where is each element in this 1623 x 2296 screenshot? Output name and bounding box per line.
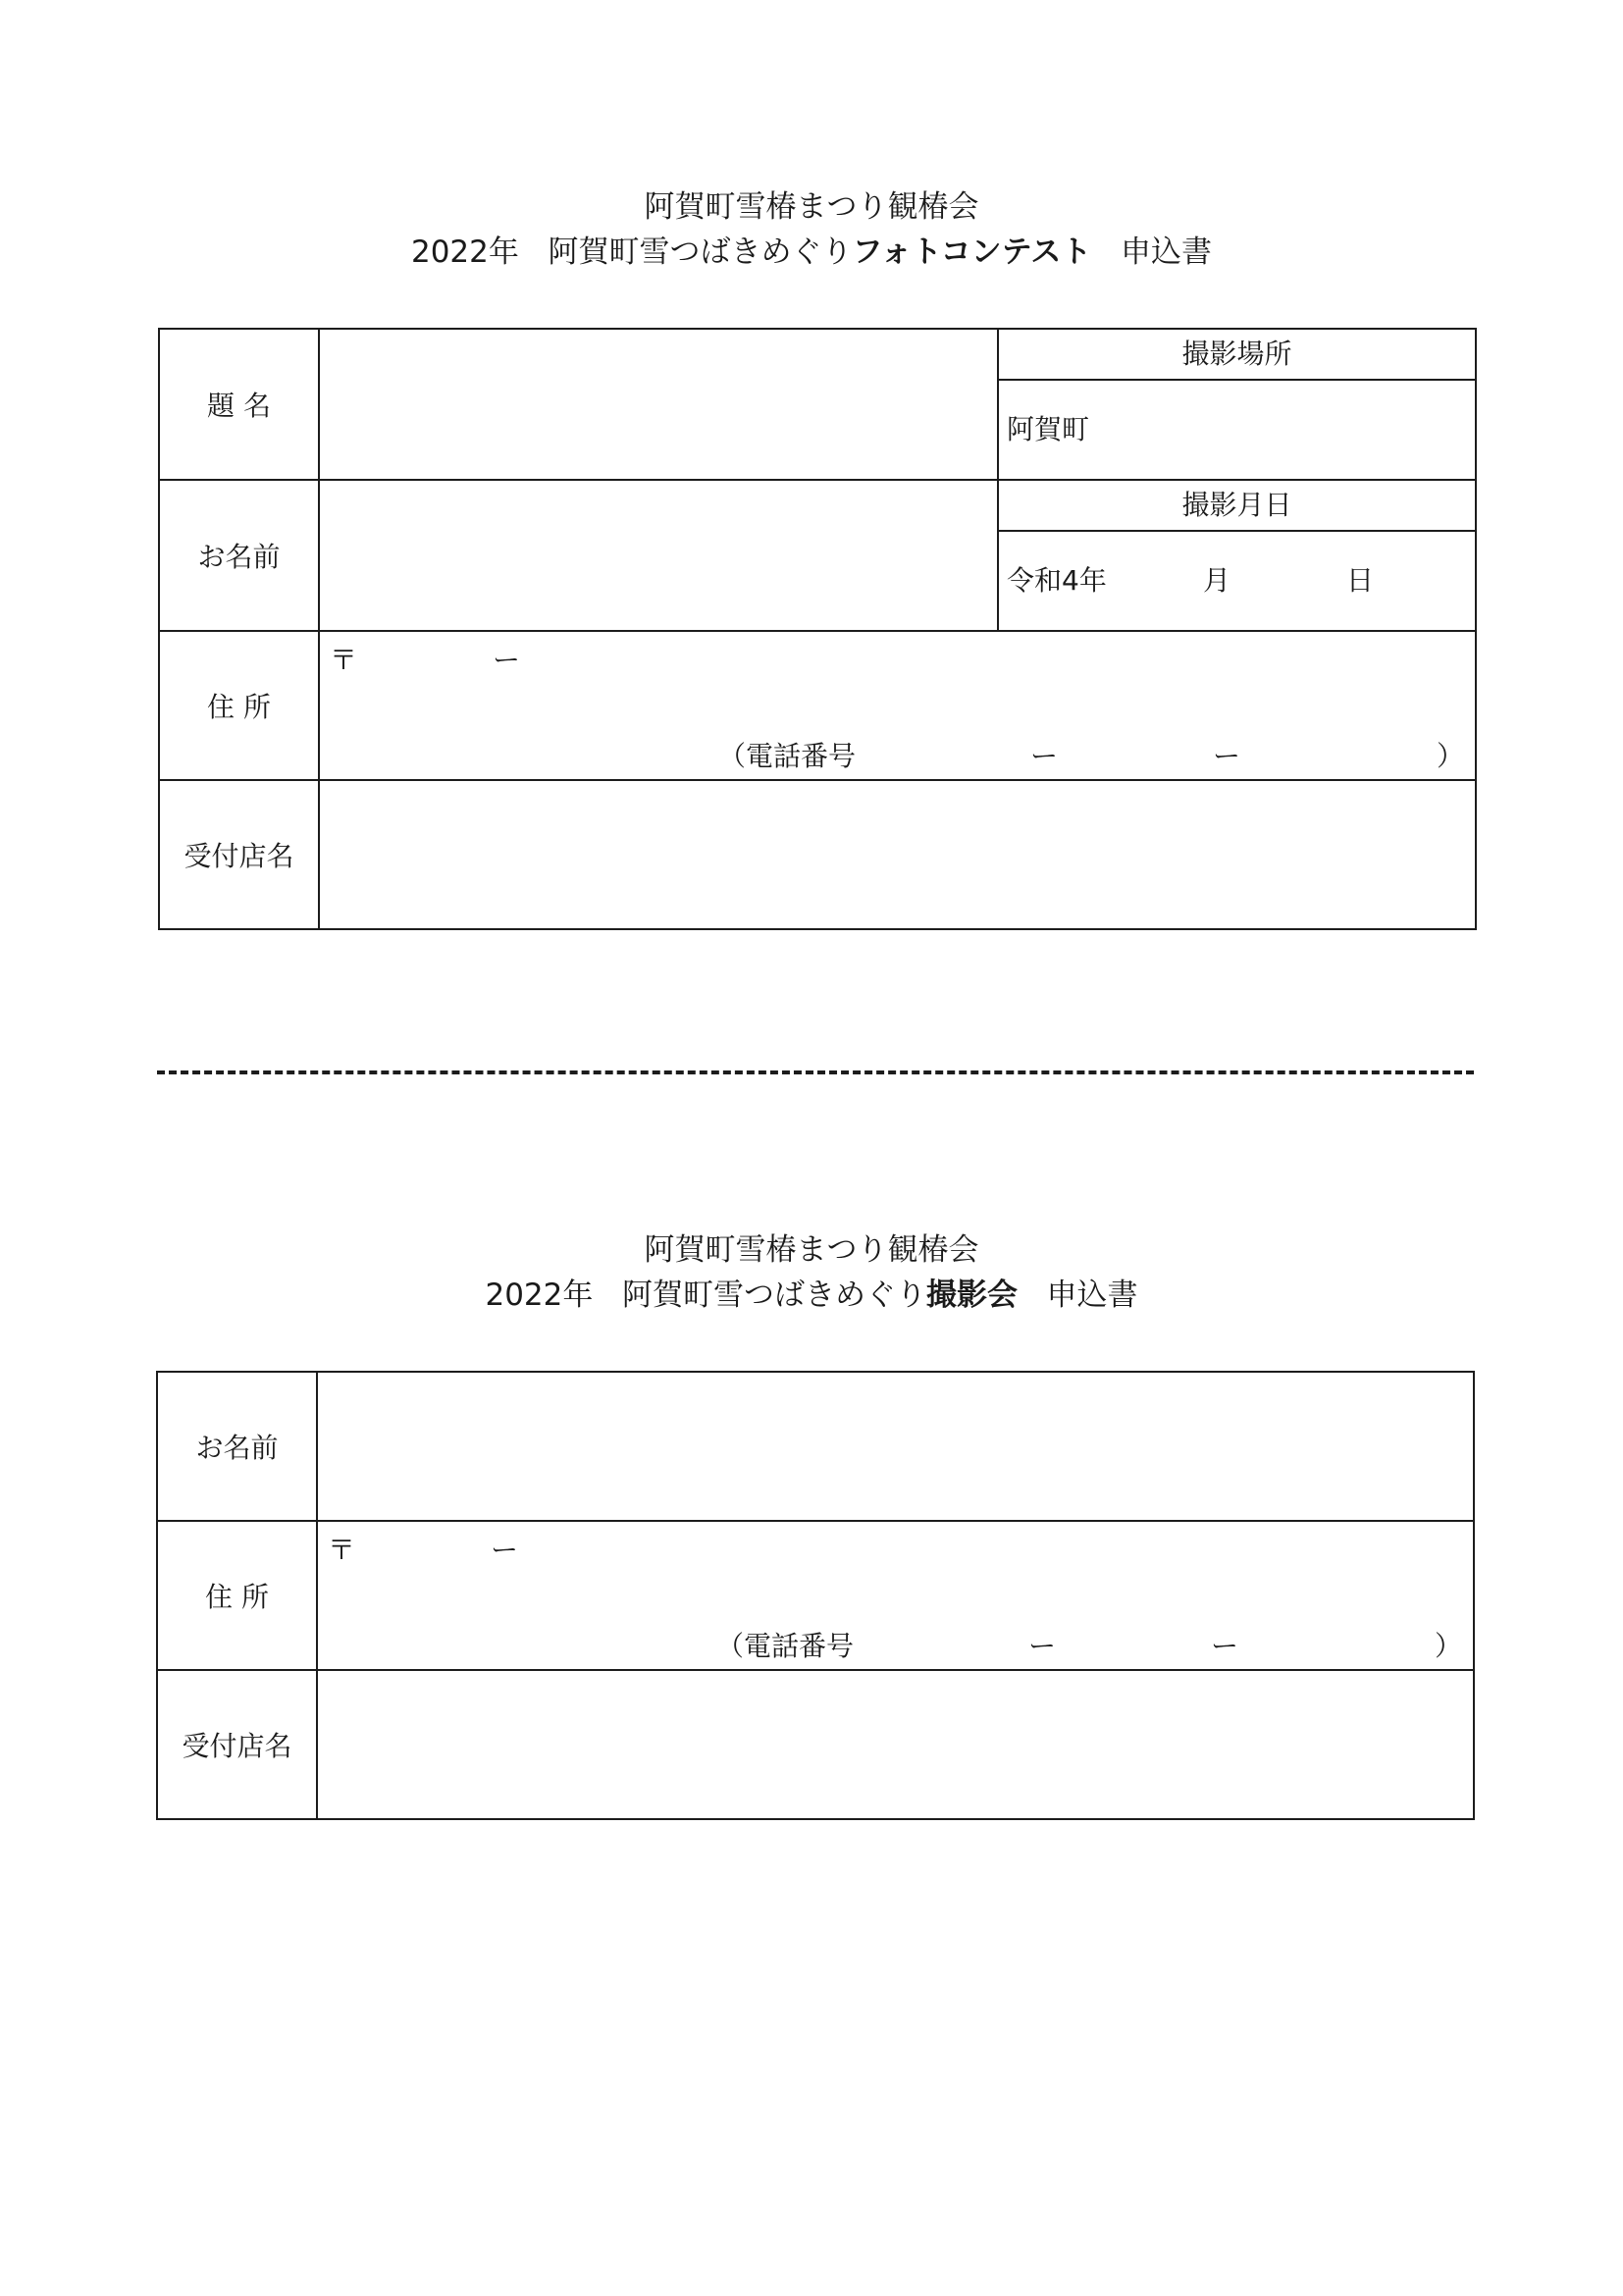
phone-dash-1: ー [1030, 740, 1059, 772]
postal-mark: 〒 [328, 1534, 356, 1566]
cut-line [157, 1070, 1474, 1074]
form2-organizer-title: 阿賀町雪椿まつり観椿会 [644, 1232, 979, 1268]
name-label: お名前 [159, 480, 319, 631]
title-label: 題 名 [159, 329, 319, 480]
store-input[interactable] [317, 1670, 1474, 1819]
date-cell [998, 480, 1476, 631]
form2-table [156, 1371, 1475, 1820]
postal-mark: 〒 [330, 644, 358, 676]
name-input[interactable] [319, 480, 998, 631]
location-label: 撮影場所 [999, 330, 1475, 381]
postal-dash: ー [491, 1534, 519, 1566]
postal-dash: ー [493, 644, 521, 676]
title-input[interactable] [319, 329, 998, 480]
address-label: 住 所 [157, 1521, 317, 1670]
date-month: 月 [1203, 564, 1231, 597]
phone-close: ） [1437, 740, 1465, 772]
name-label: お名前 [157, 1372, 317, 1521]
store-label: 受付店名 [157, 1670, 317, 1819]
date-label: 撮影月日 [999, 481, 1475, 532]
date-day: 日 [1346, 564, 1375, 597]
address-label: 住 所 [159, 631, 319, 780]
phone-close: ） [1435, 1630, 1463, 1662]
form2-title: 2022年 阿賀町雪つばきめぐり撮影会 申込書 [485, 1278, 1138, 1313]
phone-dash-1: ー [1028, 1630, 1057, 1662]
date-era: 令和4年 [1007, 564, 1107, 597]
location-cell [998, 329, 1476, 480]
store-label: 受付店名 [159, 780, 319, 929]
phone-open: （電話番号 [716, 1630, 855, 1662]
name-input[interactable] [317, 1372, 1474, 1521]
phone-dash-2: ー [1211, 1630, 1239, 1662]
address-input[interactable] [319, 631, 1476, 780]
location-input[interactable]: 阿賀町 [1007, 413, 1090, 445]
form1-organizer-title: 阿賀町雪椿まつり観椿会 [644, 189, 979, 225]
form1-title: 2022年 阿賀町雪つばきめぐりフォトコンテスト 申込書 [410, 235, 1212, 270]
phone-dash-2: ー [1213, 740, 1241, 772]
store-input[interactable] [319, 780, 1476, 929]
date-input[interactable] [999, 532, 1475, 630]
phone-open: （電話番号 [718, 740, 857, 772]
form1-table [158, 328, 1477, 930]
address-input[interactable] [317, 1521, 1474, 1670]
